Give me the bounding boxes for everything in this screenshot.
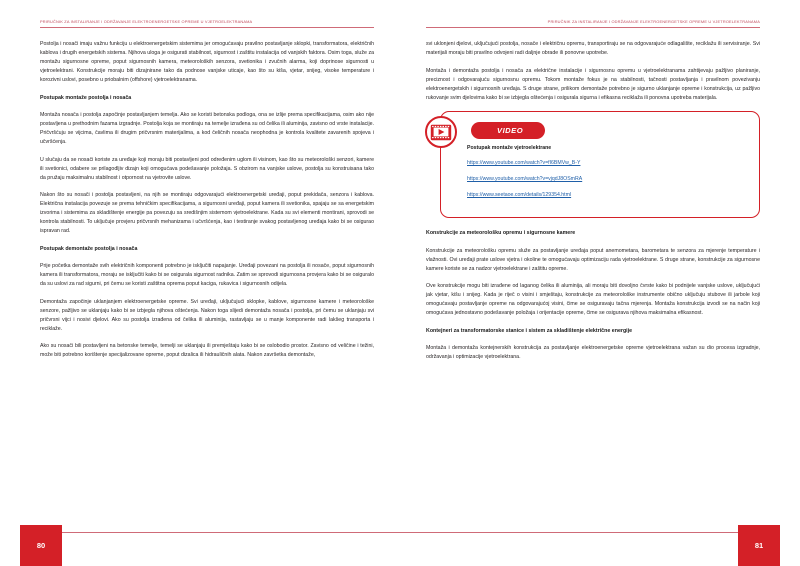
page-number: 80 bbox=[20, 525, 62, 566]
left-column bbox=[40, 40, 374, 520]
running-head-right bbox=[426, 18, 760, 32]
running-head-rule bbox=[40, 27, 374, 28]
section-heading-montaza: Postupak montaže postolja i nosača bbox=[40, 94, 132, 101]
video-badge-label: VIDEO bbox=[497, 126, 524, 135]
footer-rule bbox=[400, 532, 780, 533]
video-link[interactable]: https://www.seetaoe.com/details/129354.html bbox=[467, 192, 572, 198]
video-callout-title: Postupak montaže vjetroelektrane bbox=[467, 145, 552, 151]
paragraph: Nakon što su nosači i postolja postavljeni, na njih se montiraju odgovarajući elektroenergetski uređaji, poput prekidača, senzora i kablova. Električna instalacija povezuje se prema tehničkim specifikacijama, a sigurnosni uređaji, poput kamera ili svetionika, spajaju se sa energetskim izvorima i sistemima za skladištenje energije pa povezuju sa središnjim sistemom vjetroelektrane. Kada su svi elementi montirani, sprovodi se kontrola stabilnosti. To uključuje provjeru pričvrsnih mehanizama i učvršćenja, kao i testiranje svakog postavljenog uređaja kako bi se osigurao ispravan rad. bbox=[40, 192, 374, 234]
paragraph: Postolja i nosači imaju važnu funkciju u elektroenergetskim sistemima jer omogućavaju pravilno postavljanje sklopki, transformatora, električnih kablova i drugih energetskih sistema. Njihova uloga je osigurati stabilnost, sigurnost i zaštitu instalacija od vanjskih faktora. Osim toga, služe za montažu sigurnosne opreme, poput sigurnosnih kamera, meteoroloških senzora, svetionika i zvučnih alarma, koji doprinose sigurnosti u vjetroelektrani. Konstrukcije moraju biti dizajnirane tako da podnose vanjske uticaje, kao što su kiša, vjetar, snijeg, visoke temperature i korozivni uslovi, posebno u priobalnim (offshore) vjetroelektranama. bbox=[40, 41, 374, 83]
left-footer bbox=[0, 525, 400, 566]
film-play-icon bbox=[425, 116, 457, 148]
footer-rule bbox=[20, 532, 400, 533]
paragraph: Ove konstrukcije mogu biti izrađene od laganog čelika ili aluminija, ali moraju biti dovoljno čvrste kako bi podnijele vanjske uslove, uključujući jak vjetar, kišu i snijeg. Kada je riječ o visini i smještaju, konstrukcije za meteorološke instrumente obično uključuju stubove ili jarbole koji omogućavaju postavljanje opreme na odgovarajućoj visini, čime se osiguravaju tačna mjerenja. Montaža konstrukcija izvodi se na način koji omogućava jednostavno podešavanje položaja i orijentacije opreme, čime se osigurava njihova maksimalna efikasnost. bbox=[426, 283, 760, 316]
section-heading-konstrukcije: Konstrukcije za meteorološku opremu i sigurnosne kamere bbox=[426, 230, 576, 236]
section-heading-demontaza: Postupak demontaže postolja i nosača bbox=[40, 245, 138, 252]
running-head-rule bbox=[426, 27, 760, 28]
paragraph: U slučaju da se nosači koriste za uređaje koji moraju biti postavljeni pod određenim uglom ili visinom, kao što su meteorološki senzori, kamere ili svetionici, odabere se prilagodljiv dizajn koji omogućava podešavanje položaja. S obzirom na vanjske uslove, postolja su konstruisana tako da pružaju maksimalnu stabilnost i otpornost na vjetrovite uslove. bbox=[40, 156, 374, 181]
video-link-list bbox=[467, 159, 749, 200]
video-badge bbox=[471, 122, 545, 139]
paragraph: Prije početka demontaže svih električnih komponenti potrebno je isključiti napajanje. Uređaji povezani na postolja ili nosače, poput sigurnosnih kamera ili transformatora, moraju se isključiti kako bi se osigurala sigurnost radnika. Zatim se sprovodi sigurnosna provjera kako bi se osiguralo da su uslovi za rad sigurni, pri čemu se koristi zaštitna oprema poput kaciga, rukavica i sigurnosnih odijela. bbox=[40, 263, 374, 287]
paragraph: Konstrukcije za meteorološku opremu služe za postavljanje uređaja poput anemometara, barometara te senzora za mjerenje temperature i vlažnosti. Ovi uređaji prate uslove vjetra i okoline te omogućavaju optimizaciju rada vjetroelektrane. S druge strane, konstrukcije za sigurnosne kamere koriste se za nadzor vjetroelektrane i zaštitu opreme. bbox=[426, 247, 760, 272]
video-link[interactable]: https://www.youtube.com/watch?v=vjqdJ8OSmRA bbox=[467, 176, 583, 182]
section-heading-kontejneri: Kontejneri za transformatorske stanice i sistem za skladištenje električne energije bbox=[426, 327, 633, 334]
paragraph: svi uklonjeni djelovi, uključujući postolja, nosače i električnu opremu, transportiraju se na odgovarajuće odlagalište, reciklažu ili servisiranje. Svi materijali moraju biti pravilno odvojeni radi daljnje obrade ili ponovne upotrebe. bbox=[426, 41, 760, 56]
page-number: 81 bbox=[738, 525, 780, 566]
running-head-text: PRIRUČNIK ZA INSTALIRANJE I ODRŽAVANJE ELEKTROENERGETSKE OPREME U VJETROELEKTRANAMA bbox=[40, 19, 253, 24]
video-callout bbox=[440, 111, 760, 218]
running-head-left bbox=[40, 18, 374, 32]
right-footer bbox=[400, 525, 800, 566]
video-link[interactable]: https://www.youtube.com/watch?v=fI6BMVw_B-Y bbox=[467, 160, 581, 166]
running-head-text: PRIRUČNIK ZA INSTALIRANJE I ODRŽAVANJE ELEKTROENERGETSKE OPREME U VJETROELEKTRANAMA bbox=[547, 19, 760, 24]
paragraph: Montaža i demontaža postolja i nosača za električne instalacije i sigurnosnu opremu u vjetroelektranama zahtijevaju pažljivo planiranje, preciznost i odgovarajuću sigurnosnu opremu. Tokom montaže fokus je na stabilnosti, tačnosti postavljanja i pravilnom povezivanju elektroenergetskih i sigurnosnih uređaja. S druge strane, prilikom demontaže potrebno je sigurno uklanjanje opreme i konstrukcija, uz pažljivo rukovanje svim djelovima kako bi se izbjegla oštećenja i osigurala sigurna i efikasna reciklaža ili ponovna upotreba materijala. bbox=[426, 67, 760, 101]
paragraph: Ako su nosači bili postavljeni na betonske temelje, temelji se uklanjaju ili premještaju kako bi se oslobodio prostor. Zavisno od veličine i težini, može biti potrebno korištenje specijalizovane opreme, poput dizalica ili hidrauličnih alata. Nakon završetka demontaže, bbox=[40, 343, 374, 358]
paragraph: Montaža i demontaža kontejnerskih konstrukcija za postavljanje elektroenergetske opreme vjetroelektrana važan su dio procesa izgradnje, održavanja i optimizacije vjetroelektrana. bbox=[426, 345, 760, 360]
right-page bbox=[400, 0, 800, 566]
paragraph: Montaža nosača i postolja započinje postavljanjem temelja. Ako se koristi betonska podloga, ona se izlije prema specifikacijama, osim ako nije postavljena u prethodnim fazama izgradnje. Postolja koja se montiraju na temelje izrađena su od čelika ili aluminija, zavisno od vrste instalacije. Pričvršćuju se vijcima, čavlima ili drugim pričvrsnim materijalima, a kod čeličnih nosača neophodna je kontrola kvalitete zavarenih spojeva i učvršćenja. bbox=[40, 112, 374, 145]
right-column bbox=[426, 40, 760, 520]
paragraph: Demontaža započinje uklanjanjem elektroenergetske opreme. Svi uređaji, uključujući sklopke, kablove, sigurnosne kamere i meteorološke senzore, pažljivo se uklanjaju kako bi se izbjegla njihova oštećenja. Nakon toga slijedi demontaža nosača i postolja, pri čemu se uklanjaju svi pričvrsni vijci i nosivi djelovi. Ako su postolja izrađena od čelika ili aluminija, rastavljaju se u manje komponente radi lakšeg transporta i reciklaže. bbox=[40, 298, 374, 332]
